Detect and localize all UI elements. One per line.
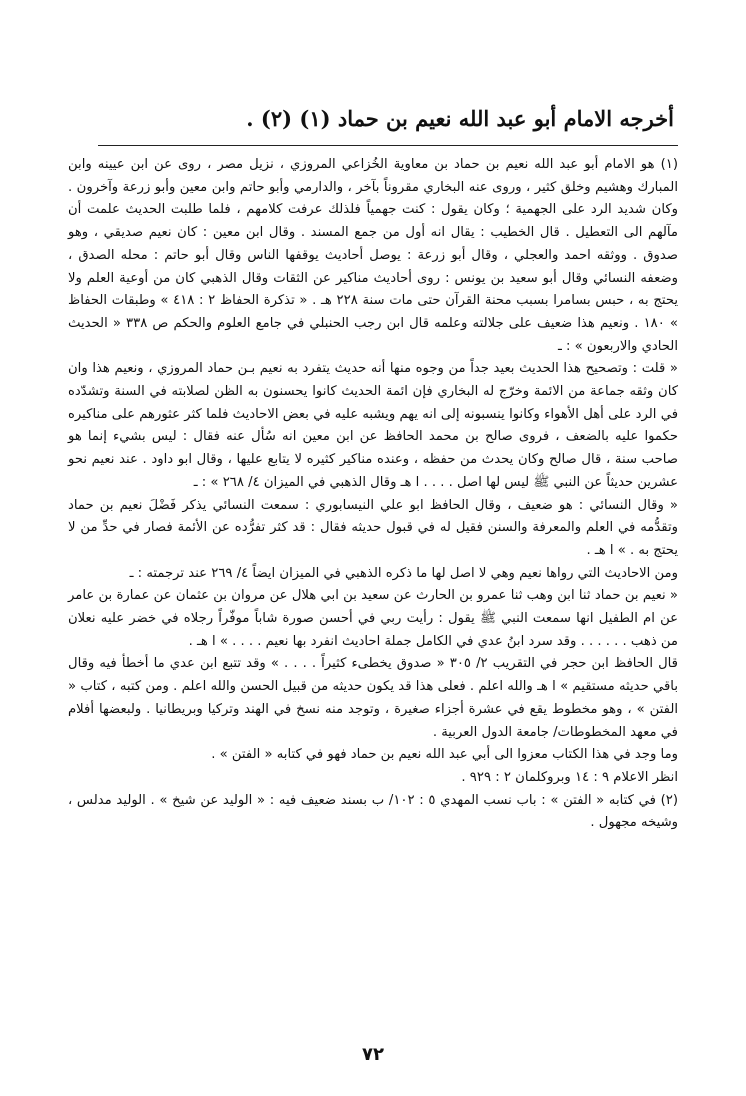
footnote-quote-hadith: « نعيم بن حماد ثنا ابن وهب ثنا عمرو بن الحارث عن سعيد بن ابي هلال عن مروان بن عثمان عن عمارة بن عامر عن ام الطفيل انها سمعت النبي ﷺ يقول : رأيت ربي في أحسن صورة شاباً موفّراً رجلاه في خضر عليه نعلان من ذهب . . . . . . وقد سرد ابنُ عدي في الكامل جملة احاديث انفرد بها نعيم . . . . » ا هـ . [68,588,678,649]
footnote-separator [98,145,678,146]
footnote-paragraph: ومن الاحاديث التي رواها نعيم وهي لا اصل لها ما ذكره الذهبي في الميزان ايضاً ٤/ ٢٦٩ عند ترجمته : ـ [129,565,678,581]
footnote-paragraph: وما وجد في هذا الكتاب معزوا الى أبي عبد الله نعيم بن حماد فهو في كتابه « الفتن » . [211,747,678,763]
footnote-ibn-hajar: قال الحافظ ابن حجر في التقريب ٢/ ٣٠٥ « صدوق يخطىء كثيراً . . . . » وقد تتبع ابن عدي ما أخطأ فيه وقال باقي حديثه مستقيم » ا هـ والله اعلم . فعلى هذا قد يكون حديثه من قبيل الحسن والله اعلم . ومن كتبه ، كتاب « الفتن » ، وهو مخطوط يقع في عشرة أجزاء صغيرة ، وتوجد منه نسخ في الهند وتركيا وبريطانيا . ولبعضها أفلام في معهد المخطوطات/ جامعة الدول العربية . [68,656,678,740]
footnote-quote-dhahabi: « وقال النسائي : هو ضعيف ، وقال الحافظ ابو علي النيسابوري : سمعت النسائي يذكر فَضْلَ نعيم بن حماد وتقدُّمه في العلم والمعرفة والسنن فقيل له في قبول حديثه فقال : قد كثر تفرُّده عن الأئمة فصار في حدِّ من لا يحتج به . » ا هـ . [68,497,678,558]
footnotes [68,154,678,835]
footnote-references: انظر الاعلام ٩ : ١٤ وبروكلمان ٢ : ٩٢٩ . [461,769,678,785]
footnote-1-biography: (١) هو الامام أبو عبد الله نعيم بن حماد بن معاوية الخُزاعي المروزي ، نزيل مصر ، روى عن ابن عيينه وابن المبارك وهشيم وخلق كثير ، وروى عنه البخاري مقروناً بآخر ، والدارمي وأبو حاتم وابن معين وأبو زرعة وآخرون . وكان شديد الرد على الجهمية ؛ وكان يقول : كنت جهمياً فلذلك عرفت كلامهم ، فلما طلبت الحديث علمت أن مآلهم الى التعطيل . قال الخطيب : يقال انه أول من جمع المسند . وقال ابن معين : كان نعيم صديقي ، وهو صدوق . ووثقه احمد والعجلي ، وقال أبو زرعة : يوصل أحاديث يوقفها الناس وقال أبو حاتم : محله الصدق ، وضعفه النسائي وقال أبو سعيد بن يونس : روى أحاديث مناكير عن الثقات وقال الذهبي كان من أوعية العلم ولا يحتج به ، حبس بسامرا بسبب محنة القرآن حتى مات سنة ٢٢٨ هـ . « تذكرة الحفاظ ٢ : ٤١٨ » وطبقات الحفاظ » ١٨٠ . ونعيم هذا ضعيف على جلالته وعلمه قال ابن رجب الحنبلي في جامع العلوم والحكم ص ٣٣٨ « الحديث الحادي والاربعون » : ـ [68,157,678,354]
footnote-2: (٢) في كتابه « الفتن » : باب نسب المهدي ٥ : ١٠٢/ ب بسند ضعيف فيه : « الوليد عن شيخ » . الوليد مدلس ، وشيخه مجهول . [68,792,678,831]
footnote-quote-ibn-rajab: « قلت : وتصحيح هذا الحديث بعيد جداً من وجوه منها أنه حديث يتفرد به نعيم بـن حماد المروزي ، ونعيم هذا وان كان وثقه جماعة من الائمة وخرّج له البخاري فإن ائمة الحديث كانوا يحسنون به الظن لصلابته في السنة وتشدّده في الرد على أهل الأهواء وكانوا ينسبونه إلى انه يهم ويشبه عليه في بعض الاحاديث فلما كثر عثورهم على مناكيره حكموا عليه بالضعف ، فروى صالح بن محمد الحافظ عن ابن معين انه سُأل عنه فقال : ليس بشيء إنما هو صاحب سنة ، قال صالح وكان يحدث من حفظه ، وعنده مناكير كثيره لا يتابع عليها ، وقال ابو داود . عند نعيم نحو عشرين حديثاً عن النبي ﷺ ليس لها اصل . . . . ا هـ وقال الذهبي في الميزان ٤/ ٢٦٨ » : ـ [68,361,678,490]
page-number: ٧٢ [362,1044,384,1065]
main-text-line: أخرجه الامام أبو عبد الله نعيم بن حماد (١) (٢) . [246,106,674,131]
